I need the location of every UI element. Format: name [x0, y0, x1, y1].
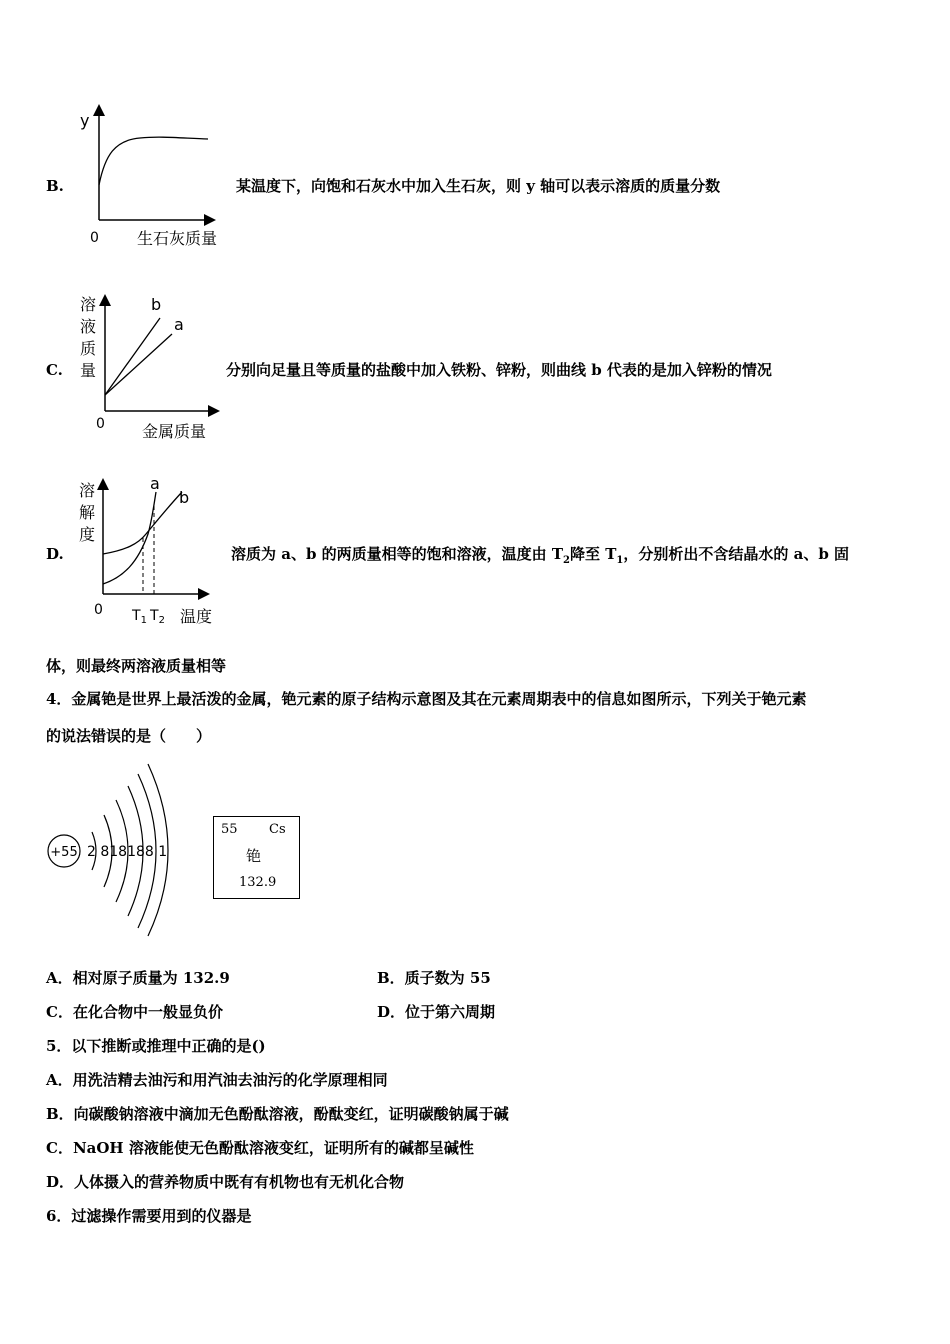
- line-b-label: b: [151, 295, 162, 314]
- option-c-letter: C.: [46, 361, 63, 379]
- q6-stem: 6．过滤操作需要用到的仪器是: [46, 1207, 252, 1225]
- curve: [99, 137, 208, 185]
- curve-b-label: b: [179, 488, 190, 507]
- periodic-table-cell: [213, 816, 300, 899]
- atomic-mass: 132.9: [239, 875, 277, 890]
- q5-stem: 5．以下推断或推理中正确的是(): [46, 1037, 266, 1055]
- q4-stem-line1: 4．金属铯是世界上最活泼的金属，铯元素的原子结构示意图及其在元素周期表中的信息如图所示，下列关于铯元素: [46, 690, 807, 708]
- atomic-number: 55: [221, 822, 238, 837]
- y-label-char-1: 溶: [79, 481, 96, 500]
- curve-b: [103, 492, 182, 554]
- option-d-text: 溶质为 a、b 的两质量相等的饱和溶液，温度由 $T_2$降至 $T_1$，分别析出不含结晶水的 a、b 固: [231, 545, 850, 566]
- y-label-char-3: 度: [79, 525, 96, 544]
- option-d-graph: [76, 472, 226, 630]
- q4-option-a[interactable]: A．相对原子质量为 132.9: [46, 969, 230, 987]
- option-d-letter: D.: [46, 545, 64, 563]
- element-symbol: Cs: [269, 822, 286, 837]
- curve-a-label: a: [150, 474, 160, 493]
- q4-option-b[interactable]: B．质子数为 55: [377, 969, 491, 987]
- x-axis-label: 金属质量: [142, 422, 207, 441]
- origin-label: 0: [94, 602, 103, 618]
- option-c-text: 分别向足量且等质量的盐酸中加入铁粉、锌粉，则曲线 b 代表的是加入锌粉的情况: [226, 361, 772, 379]
- cesium-atom-diagram: [40, 760, 190, 940]
- option-b-text: 某温度下，向饱和石灰水中加入生石灰，则 y 轴可以表示溶质的质量分数: [236, 177, 721, 195]
- origin-label: 0: [90, 230, 99, 246]
- y-label-char-4: 量: [80, 361, 97, 380]
- y-label-char-3: 质: [80, 339, 97, 358]
- line-a-label: a: [174, 315, 184, 334]
- q5-option-d[interactable]: D．人体摄入的营养物质中既有有机物也有无机化合物: [46, 1173, 405, 1191]
- y-axis-label: y: [80, 111, 90, 130]
- y-label-char-2: 液: [80, 317, 97, 336]
- line-a: [105, 334, 172, 395]
- y-label-char-2: 解: [79, 503, 96, 522]
- option-c-graph: [76, 290, 226, 445]
- curve-a: [103, 492, 156, 584]
- t2-label: $T_2$: [150, 608, 165, 626]
- origin-label: 0: [96, 416, 105, 432]
- option-d-continuation: 体，则最终两溶液质量相等: [46, 657, 227, 675]
- x-axis-label: 生石灰质量: [137, 229, 218, 248]
- q5-option-a[interactable]: A．用洗洁精去油污和用汽油去油污的化学原理相同: [46, 1071, 388, 1089]
- q4-option-c[interactable]: C．在化合物中一般显负价: [46, 1003, 223, 1021]
- q4-option-d[interactable]: D．位于第六周期: [377, 1003, 496, 1021]
- y-label-char-1: 溶: [80, 295, 97, 314]
- element-name: 铯: [246, 847, 262, 865]
- q5-option-c[interactable]: C．NaOH 溶液能使无色酚酞溶液变红，证明所有的碱都呈碱性: [46, 1139, 474, 1157]
- line-b: [105, 318, 160, 395]
- q4-stem-line2: 的说法错误的是（ ）: [46, 727, 212, 745]
- option-b-graph: [70, 100, 240, 250]
- electron-counts: 2 818188 1: [87, 844, 168, 860]
- nucleus-charge: +55: [50, 845, 78, 860]
- x-axis-label: 温度: [180, 607, 213, 626]
- t1-label: $T_1$: [132, 608, 147, 626]
- option-b-letter: B.: [46, 177, 64, 195]
- q5-option-b[interactable]: B．向碳酸钠溶液中滴加无色酚酞溶液，酚酞变红，证明碳酸钠属于碱: [46, 1105, 509, 1123]
